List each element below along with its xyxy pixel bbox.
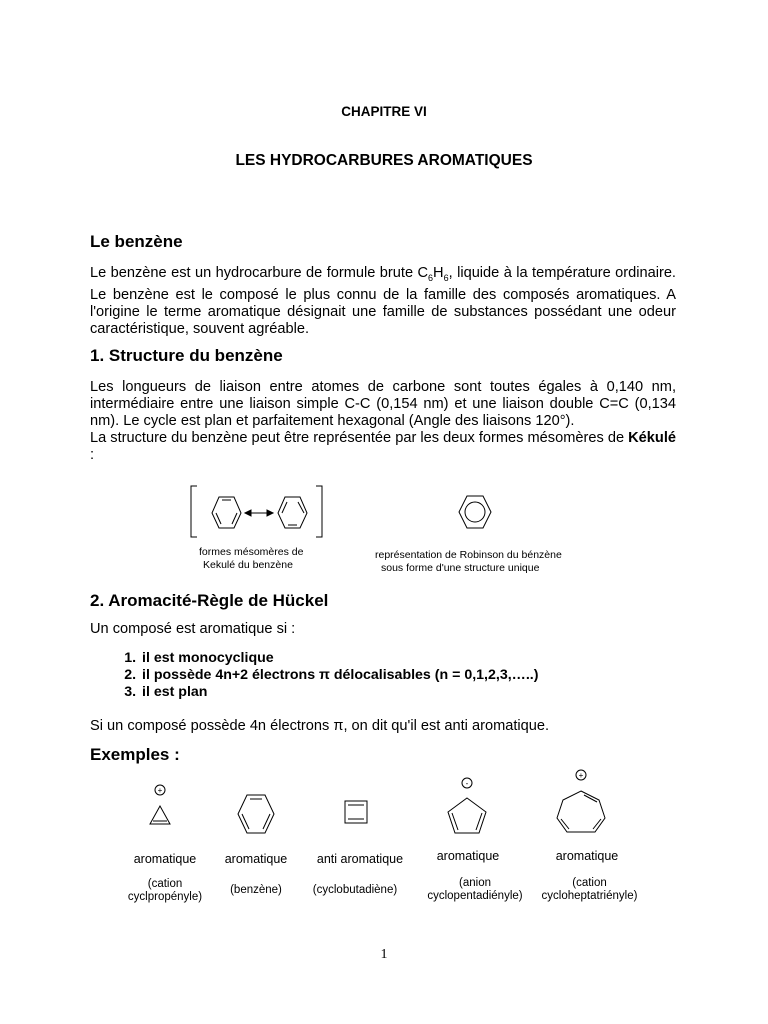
cyclobutadiene-structure	[345, 801, 367, 823]
rule-item: 2. il possède 4n+2 électrons π délocalisables (n = 0,1,2,3,…..)	[140, 667, 538, 684]
example-name: (cation cyclpropényle)	[127, 878, 203, 903]
rule-item: 1. il est monocyclique	[140, 650, 538, 667]
section-heading-huckel: 2. Aromacité-Règle de Hückel	[90, 591, 329, 610]
formula-h-subscript: 6	[443, 272, 449, 283]
benzene-paragraph: Le benzène est un hydrocarbure de formule brute $C_6H_6$, liquide à la température ordinaire. Le benzène est le composé le plus connu de la famille des composés aromatiques. A l'origine le terme aromatique désignait une famille de substances possédant une odeur caractéristique, souvent agréable.	[90, 265, 676, 337]
charge-plus: +	[578, 771, 584, 780]
section-heading-structure: 1. Structure du benzène	[90, 346, 283, 365]
chapter-label: CHAPITRE VI	[341, 104, 427, 119]
huckel-intro: Un composé est aromatique si :	[90, 621, 296, 637]
anti-aromatic-note: Si un composé possède 4n électrons π, on dit qu'il est anti aromatique.	[90, 718, 550, 734]
page-number: 1	[380, 947, 388, 962]
example-label: aromatique	[555, 849, 619, 863]
example-name: (benzène)	[230, 884, 282, 896]
kekule-caption: formes mésomères de Kekulé du benzène	[199, 546, 304, 571]
rule-item: 3. il est plan	[140, 684, 538, 701]
robinson-caption: représentation de Robinson du bénzène sous forme d'une structure unique	[375, 549, 562, 574]
benzene-structure	[238, 795, 274, 833]
structure-paragraph: Les longueurs de liaison entre atomes de carbone sont toutes égales à 0,140 nm, intermédiaire entre une liaison simple C-C (0,154 nm) et une liaison double C=C (0,134 nm). Le cycle est plan et parfaitement hexagonal (Angle des liaisons 120°).	[90, 379, 676, 429]
section-heading-benzene: Le benzène	[90, 232, 183, 251]
kekule-paragraph: La structure du benzène peut être représentée par les deux formes mésomères de Kékulé :	[90, 430, 676, 463]
example-name: (cation cycloheptatriényle)	[541, 877, 638, 902]
charge-minus: -	[465, 779, 469, 788]
example-name: (anion cyclopentadiényle)	[427, 877, 523, 902]
formula-c-subscript: 6	[428, 272, 434, 283]
example-label: anti aromatique	[316, 852, 404, 866]
example-name: (cyclobutadiène)	[312, 884, 398, 896]
chapter-title: LES HYDROCARBURES AROMATIQUES	[235, 152, 533, 169]
kekule-term: Kékulé	[628, 430, 676, 446]
examples-heading: Exemples :	[90, 745, 180, 764]
example-label: aromatique	[224, 852, 288, 866]
example-label: aromatique	[436, 849, 500, 863]
example-label: aromatique	[133, 852, 197, 866]
charge-plus: +	[157, 786, 163, 795]
